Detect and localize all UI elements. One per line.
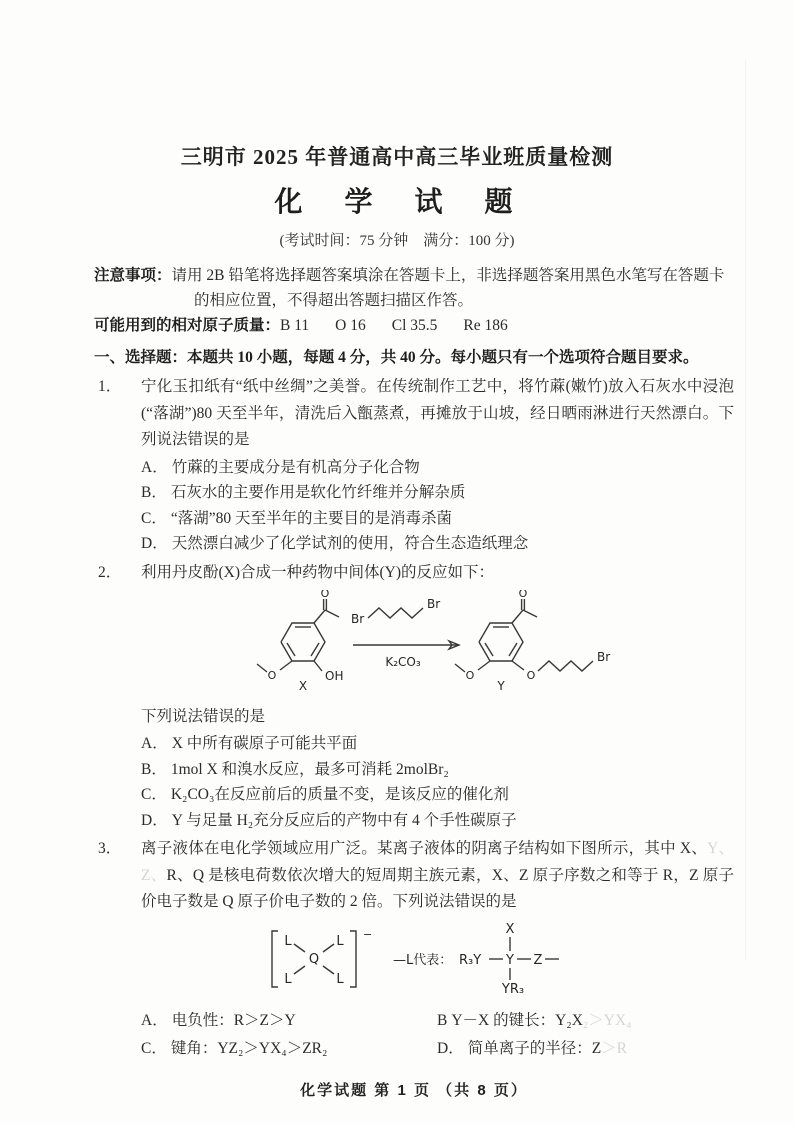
q3-option-d-faded: ＞R <box>601 1040 628 1057</box>
question-2 <box>94 560 734 731</box>
q1-option-a: A． 竹蔴的主要成分是有机高分子化合物 <box>141 458 420 476</box>
subject-title: 化 学 试 题 <box>274 187 520 218</box>
notice-block <box>94 263 734 313</box>
legend-y-center: Y <box>506 952 514 968</box>
legend-yr3-bottom: YR₃ <box>501 981 525 996</box>
y-ether-o: O <box>526 669 536 682</box>
q2-option-d: D． Y 与足量 H₂充分反应后的产物中有 4 个手性碳原子 <box>141 811 517 829</box>
q3-option-c: C． 键角：YZ₂＞YX₄＞ZR₂ <box>141 1040 328 1057</box>
notice-label: 注意事项： <box>94 267 172 284</box>
mass-O: O 16 <box>335 317 366 334</box>
section-1-heading: 一、选择题：本题共 10 小题，每题 4 分，共 40 分。每小题只有一个选项符合题目要求。 <box>94 349 699 366</box>
question-2-prompt: 下列说法错误的是 <box>141 707 266 725</box>
question-3-options <box>141 1007 734 1063</box>
question-1-options <box>94 455 734 557</box>
question-3-number: 3． <box>98 840 122 857</box>
reaction-scheme-svg <box>251 590 631 692</box>
ligand-top-left: L <box>284 933 292 949</box>
x-hydroxyl-label: OH <box>325 669 344 683</box>
x-carbonyl-o: O <box>320 590 330 600</box>
y-carbonyl-o: O <box>518 590 528 600</box>
question-1 <box>94 374 734 454</box>
y-chain-br: Br <box>597 650 611 664</box>
mass-B: B 11 <box>280 317 310 334</box>
q3-option-b-faded: ₂＞YX₄ <box>582 1012 632 1029</box>
y-molecule-label: Y <box>497 679 505 692</box>
reagent-br-left: Br <box>351 612 365 626</box>
notice-line2: 的相应位置，不得超出答题扫描区作答。 <box>194 292 474 309</box>
atomic-masses-label: 可能用到的相对原子质量： <box>94 317 281 334</box>
q3-option-d: D． 简单离子的半径：Z＞R <box>437 1040 628 1057</box>
anion-structure-svg <box>263 922 663 996</box>
legend-x-top: X <box>505 921 515 937</box>
q3-faded-text: Y、Z、 <box>141 840 734 884</box>
reaction-condition: K₂CO₃ <box>385 655 421 669</box>
x-methoxy-o: O <box>267 669 277 682</box>
page-footer: 化学试题 第 1 页 （共 8 页） <box>300 1082 528 1099</box>
q3-option-b: B Y－X 的键长：Y₂X₂＞YX₄ <box>437 1012 632 1029</box>
x-molecule-label: X <box>298 679 308 692</box>
exam-info: (考试时间：75 分钟 满分：100 分) <box>279 233 515 249</box>
q2-option-c: C． K₂CO₃在反应前后的质量不变，是该反应的催化剂 <box>141 786 509 803</box>
ligand-top-right: L <box>336 933 344 949</box>
q-center-atom: Q <box>308 951 320 967</box>
question-2-text: 利用丹皮酚(X)合成一种药物中间体(Y)的反应如下： <box>141 563 495 581</box>
q1-option-c: C． “落湖”80 天至半年的主要目的是消毒杀菌 <box>141 509 452 527</box>
notice-line1: 注意事项：请用 2B 铅笔将选择题答案填涂在答题卡上，非选择题答案用黑色水笔写在答题卡 <box>94 267 725 284</box>
question-3-text: 离子液体在电化学领域应用广泛。某离子液体的阴离子结构如下图所示，其中 X、Y、Z、R、Q 是核电荷数依次增大的短周期主族元素，X、Z 原子序数之和等于 R，Z 原子价电子数是 Q 原子价电子数的 2 倍。下列说法错误的是 <box>141 840 734 910</box>
mass-Cl: Cl 35.5 <box>391 317 438 334</box>
ligand-bottom-right: L <box>336 971 344 987</box>
question-2-options <box>94 731 734 833</box>
question-1-text: 宁化玉扣纸有“纸中丝绸”之美誉。在传统制作工艺中，将竹蔴(嫩竹)放入石灰水中浸泡(“落湖”)80 天至半年，清洗后入甑蒸煮，再摊放于山坡，经日晒雨淋进行天然漂白。下列说法错误的是 <box>141 378 734 448</box>
q1-option-b: B． 石灰水的主要作用是软化竹纤维并分解杂质 <box>141 484 466 501</box>
anion-structure-figure <box>263 922 734 1006</box>
legend-z-right: Z <box>533 952 543 968</box>
question-2-number: 2． <box>98 563 122 581</box>
reaction-scheme-figure <box>251 590 734 702</box>
legend-r3y: R₃Y <box>459 952 482 968</box>
mass-Re: Re 186 <box>463 317 508 334</box>
q2-option-a: A． X 中所有碳原子可能共平面 <box>141 735 358 752</box>
ligand-legend-label: —L代表： <box>393 952 453 968</box>
atomic-masses-line <box>94 313 734 338</box>
scan-edge-line <box>745 60 746 960</box>
page-title: 三明市 2025 年普通高中高三毕业班质量检测 <box>180 145 614 169</box>
anion-charge: − <box>363 927 373 941</box>
q3-option-a: A． 电负性：R＞Z＞Y <box>141 1012 296 1029</box>
question-3 <box>94 836 734 1005</box>
reagent-br-right: Br <box>427 597 441 611</box>
y-methoxy-o: O <box>465 669 475 682</box>
q2-option-b: B． 1mol X 和溴水反应，最多可消耗 2molBr₂ <box>141 760 449 778</box>
question-1-number: 1． <box>98 378 122 395</box>
ligand-bottom-left: L <box>284 971 292 987</box>
q1-option-d: D． 天然漂白减少了化学试剂的使用，符合生态造纸理念 <box>141 535 529 552</box>
